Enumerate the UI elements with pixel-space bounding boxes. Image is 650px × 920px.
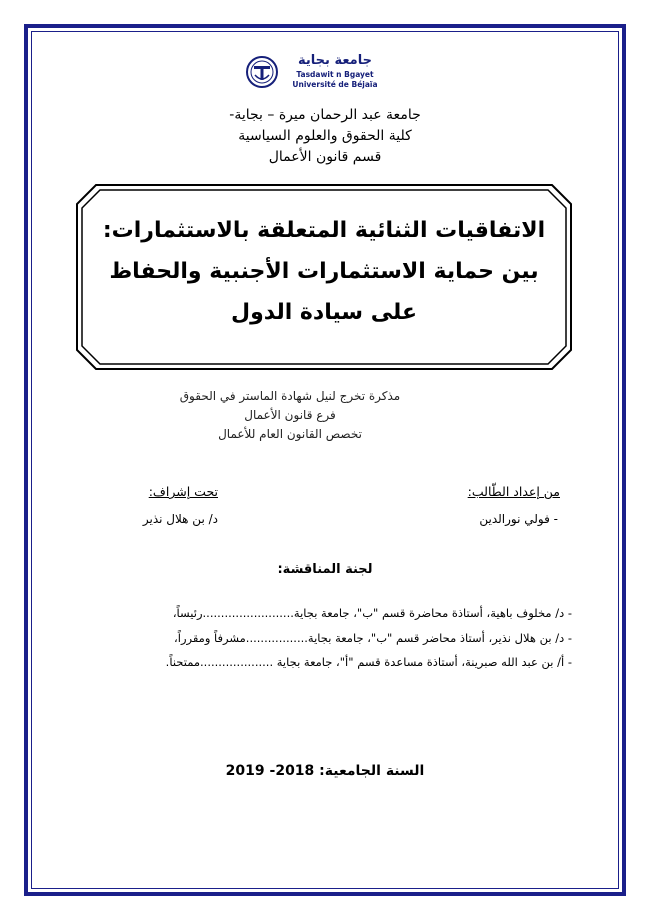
memo-degree: مذكرة تخرج لنيل شهادة الماستر في الحقوق	[179, 389, 401, 403]
university-emblem-icon	[245, 55, 279, 89]
student-name: - فولي نورالدين	[479, 512, 558, 526]
academic-year: السنة الجامعية: 2018- 2019	[225, 763, 425, 779]
jury-member-3: - أ/ بن عبد الله صبرينة، أستاذة مساعدة قسم "أ"، جامعة بجاية ....................ممتحناً.	[165, 655, 572, 669]
memo-branch: فرع قانون الأعمال	[244, 408, 336, 422]
supervision-label: تحت إشراف:	[148, 484, 218, 499]
title-line-1: الاتفاقيات الثنائية المتعلقة بالاستثمارات:	[102, 218, 546, 243]
title-line-3: على سيادة الدول	[230, 300, 417, 325]
memo-specialty: تخصص القانون العام للأعمال	[218, 427, 362, 441]
jury-member-2: - د/ بن هلال نذير، أستاذ محاضر قسم "ب"، جامعة بجاية.................مشرفاً ومقرراً،	[174, 631, 572, 645]
logo-latin-text-1: Tasdawit n Bgayet	[296, 70, 374, 79]
jury-member-1: - د/ مخلوف باهية، أستاذة محاضرة قسم "ب"، جامعة بجاية.........................رئيساً،	[172, 606, 572, 620]
prepared-by-label: من إعداد الطّالب:	[467, 484, 560, 499]
logo-arabic-text: جامعة بجاية	[298, 53, 372, 68]
jury-title: لجنة المناقشة:	[277, 562, 373, 577]
title-line-2: بين حماية الاستثمارات الأجنبية والحفاظ	[109, 259, 539, 284]
department-name: قسم قانون الأعمال	[268, 149, 382, 165]
logo-latin-text-2: Université de Béjaïa	[292, 80, 378, 89]
university-name: جامعة عبد الرحمان ميرة – بجاية-	[229, 107, 421, 123]
faculty-name: كلية الحقوق والعلوم السياسية	[238, 128, 412, 144]
supervisor-name: د/ بن هلال نذير	[142, 512, 218, 526]
title-box	[74, 182, 574, 372]
university-logo	[243, 52, 393, 98]
